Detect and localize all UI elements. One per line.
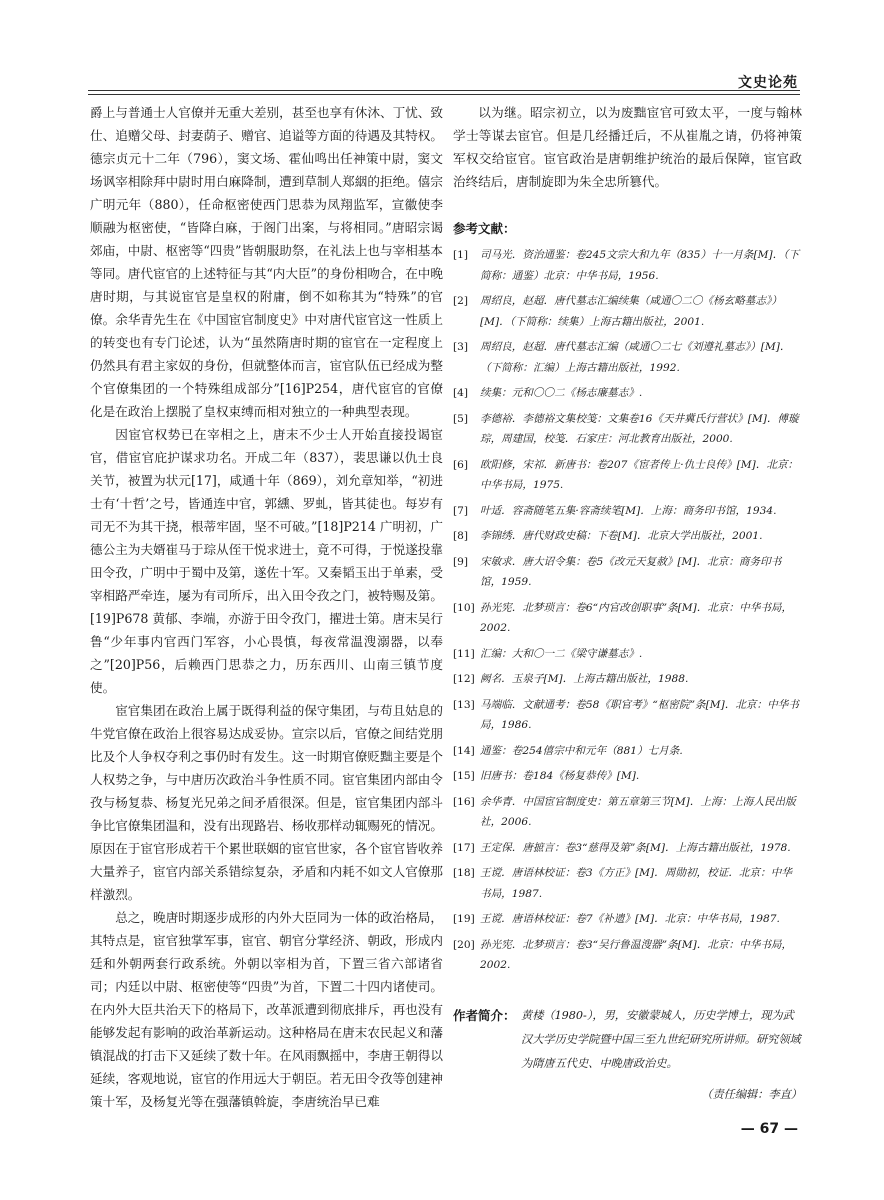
references-title: 参考文献： bbox=[453, 221, 516, 236]
reference-text: 续集：元和〇〇二《杨志廉墓志》. bbox=[480, 387, 643, 399]
reference-number: [19] bbox=[453, 913, 475, 925]
reference-item bbox=[453, 291, 802, 332]
reference-item bbox=[453, 337, 802, 378]
reference-text: 通鉴：卷254僖宗中和元年（881）七月条. bbox=[480, 744, 683, 757]
reference-item bbox=[453, 501, 802, 522]
reference-text: 旧唐书：卷184《杨复恭传》[M]. bbox=[480, 770, 640, 782]
reference-text: 叶适．容斋随笔五集·容斋续笔[M]．上海：商务印书馆，1934. bbox=[480, 504, 777, 517]
reference-item bbox=[453, 598, 802, 639]
reference-number: [5] bbox=[453, 412, 469, 425]
reference-item bbox=[453, 935, 802, 976]
reference-number: [4] bbox=[453, 387, 469, 399]
reference-item bbox=[453, 526, 802, 547]
reference-text: 孙光宪．北梦琐言：卷3“吴行鲁温溲器”条[M]．北京：中华书局，2002. bbox=[480, 938, 793, 971]
reference-item bbox=[453, 909, 802, 930]
reference-item bbox=[453, 669, 802, 690]
reference-number: [16] bbox=[453, 795, 475, 808]
reference-number: [3] bbox=[453, 341, 469, 353]
reference-text: 汇编：大和〇一二《梁守谦墓志》. bbox=[480, 647, 643, 660]
reference-number: [20] bbox=[453, 938, 475, 951]
body-paragraph: 以为继。昭宗初立，以为废黜宦官可致太平，一度与翰林学士等谋去宦官。但是几经播迁后，不从崔胤之请，仍将神策军权交给宦官。宦官政治是唐朝维护统治的最后保障，宦官政治终结后，唐制旋即为朱全忠所篡代。 bbox=[453, 105, 802, 189]
reference-item bbox=[453, 245, 802, 286]
reference-text: 王谠．唐语林校证：卷3《方正》[M]．周勋初，校证．北京：中华书局，1987. bbox=[480, 867, 792, 900]
body-paragraph: 因宦官权势已在宰相之上，唐末不少士人开始直接投谒宦官，借宦官庇护谋求功名。开成二年（837），裴思谦以仇士良关节，被置为状元[17]，咸通十年（869），刘允章知举，“初进士有‘十哲’之号，皆通连中官，郭纁、罗虬，皆其徒也。每岁有司无不为其干挠，根蒂牢固，坚不可破。”[18]P214 广明初，广德公主为夫婿崔马于琮从侄干悦求进士，竟不可得，于悦遂投靠田令孜，广明中于蜀中及第，遂佐十军。又秦韬玉出于单素，受宰相路严牵连，屡为有司所斥，出入田令孜之门，被特赐及第。[19]P678 黄郁、李端，亦游于田令孜门，擢进士第。唐末吴行鲁“少年事内官西门军容，小心畏慎，每夜常温溲溺器，以奉之”[20]P56，后赖西门思恭之力，历东西川、山南三镇节度使。 bbox=[90, 427, 443, 695]
reference-number: [11] bbox=[453, 647, 475, 660]
reference-item bbox=[453, 409, 802, 450]
reference-item bbox=[453, 741, 802, 762]
header-rule bbox=[88, 90, 800, 91]
reference-text: 周绍良，赵超．唐代墓志汇编（咸通〇二七《刘遵礼墓志》）[M]．（下简称：汇编）上海古籍出版社，1992. bbox=[480, 341, 791, 374]
body-paragraph: 总之，晚唐时期逐步成形的内外大臣同为一体的政治格局，其特点是，宦官独掌军事，宦官、朝官分掌经济、朝政，形成内廷和外朝两套行政系统。外朝以宰相为首，下置三省六部诸省司；内廷以中尉、枢密使等“四贵”为首，下置二十四内诸使司。在内外大臣共治天下的格局下，改革派遭到彻底排斥，再也没有能够发起有影响的政治革新运动。这种格局在唐末农民起义和藩镇混战的打击下又延续了数十年。在风雨飘摇中，李唐王朝得以延续，客观地说，宦官的作用远大于朝臣。若无田令孜等创建神策十军，及杨复光等在强藩镇斡旋，李唐统治早已难 bbox=[90, 910, 443, 1109]
reference-text: 欧阳修，宋祁．新唐书：卷207《宦者传上·仇士良传》[M]．北京：中华书局，1975. bbox=[480, 458, 799, 491]
reference-number: [1] bbox=[453, 249, 469, 261]
reference-text: 孙光宪．北梦琐言：卷6“内官改创职事”条[M]．北京：中华书局，2002. bbox=[480, 601, 793, 634]
reference-number: [18] bbox=[453, 867, 475, 879]
reference-item bbox=[453, 792, 802, 833]
reference-number: [13] bbox=[453, 698, 475, 711]
reference-number: [9] bbox=[453, 555, 469, 568]
reference-number: [10] bbox=[453, 601, 475, 614]
reference-item bbox=[453, 383, 802, 404]
reference-text: 王谠．唐语林校证：卷7《补遗》[M]．北京：中华书局，1987. bbox=[480, 913, 780, 925]
reference-text: 司马光．资治通鉴：卷245文宗大和九年（835）十一月条[M]．（下简称：通鉴）北京：中华书局，1956. bbox=[480, 249, 800, 282]
reference-number: [8] bbox=[453, 530, 469, 542]
right-column bbox=[453, 101, 802, 1102]
author-bio-text: 黄楼（1980-），男，安徽蒙城人，历史学博士，现为武汉大学历史学院暨中国三至九世纪研究所讲师。研究领域为隋唐五代史、中晚唐政治史。 bbox=[521, 1008, 801, 1070]
reference-text: 余华青．中国宦官制度史：第五章第三节[M]．上海：上海人民出版社，2006. bbox=[480, 795, 796, 828]
section-title: 文史论苑 bbox=[738, 75, 798, 91]
reference-item bbox=[453, 644, 802, 665]
reference-item bbox=[453, 838, 802, 859]
reference-text: 李德裕．李德裕文集校笺：文集卷16《天井冀氏行营状》[M]．傅璇琮，周建国，校笺．石家庄：河北教育出版社，2000. bbox=[480, 412, 799, 445]
reference-number: [6] bbox=[453, 458, 469, 471]
reference-list bbox=[453, 245, 802, 976]
reference-item bbox=[453, 863, 802, 904]
reference-number: [14] bbox=[453, 744, 475, 757]
page-number: — 67 — bbox=[740, 1121, 798, 1137]
reference-text: 李锦绣．唐代财政史稿：下卷[M]．北京大学出版社，2001. bbox=[480, 530, 763, 542]
reference-number: [15] bbox=[453, 770, 475, 782]
reference-number: [17] bbox=[453, 841, 475, 854]
reference-text: 马端临．文献通考：卷58《职官考》“枢密院”条[M]．北京：中华书局，1986. bbox=[480, 698, 799, 731]
reference-number: [7] bbox=[453, 504, 469, 517]
reference-text: 阙名．玉泉子[M]．上海古籍出版社，1988. bbox=[480, 673, 689, 685]
author-bio bbox=[453, 1004, 802, 1076]
reference-item bbox=[453, 695, 802, 736]
reference-item bbox=[453, 552, 802, 593]
body-paragraph: 宦官集团在政治上属于既得利益的保守集团，与苟且姑息的牛党官僚在政治上很容易达成妥协。宣宗以后，官僚之间结党朋比及个人争权夺利之事仍时有发生。这一时期官僚贬黜主要是个人权势之争，与中唐历次政治斗争性质不同。宦官集团内部由令孜与杨复恭、杨复光兄弟之间矛盾很深。但是，宦官集团内部斗争比官僚集团温和，没有出现路岩、杨收那样动辄赐死的情况。原因在于宦官形成若干个累世联姻的宦官世家，各个宦官皆收养大量养子，宦官内部关系错综复杂，矛盾和内耗不如文人官僚那样激烈。 bbox=[90, 703, 443, 902]
left-column bbox=[90, 101, 443, 1113]
reference-number: [12] bbox=[453, 673, 475, 685]
reference-text: 王定保．唐摭言：卷3“慈得及第”条[M]．上海古籍出版社，1978. bbox=[480, 841, 791, 854]
reference-item bbox=[453, 766, 802, 787]
header-rule-thin bbox=[88, 94, 800, 95]
author-bio-label: 作者简介： bbox=[453, 1007, 516, 1023]
reference-text: 宋敏求．唐大诏令集：卷5《改元天复赦》[M]．北京：商务印书馆，1959. bbox=[480, 555, 782, 588]
reference-text: 周绍良，赵超．唐代墓志汇编续集（咸通〇二〇《杨玄略墓志》）[M]．（下简称：续集）上海古籍出版社，2001. bbox=[480, 295, 782, 328]
editor-note: （责任编辑：李直） bbox=[701, 1087, 802, 1101]
reference-item bbox=[453, 455, 802, 496]
reference-number: [2] bbox=[453, 295, 469, 307]
body-paragraph: 爵上与普通士人官僚并无重大差别，甚至也享有休沐、丁忧、致仕、追赠父母、封妻荫子、赠官、追谥等方面的待遇及其特权。德宗贞元十二年（796），窦文场、霍仙鸣出任神策中尉，窦文场讽宰相除拜中尉时用白麻降制，遭到草制人郑絪的拒绝。僖宗广明元年（880），任命枢密使西门思恭为凤翔监军，宣徽使李顺融为枢密使，“皆降白麻，于阁门出案，与将相同。”唐昭宗谒郊庙，中尉、枢密等“四贵”皆朝服助祭，在礼法上也与宰相基本等同。唐代宦官的上述特征与其“内大臣”的身份相吻合，在中晚唐时期，与其说宦官是皇权的附庸，倒不如称其为“特殊”的官僚。余华青先生在《中国宦官制度史》中对唐代宦官这一性质上的转变也有专门论述，认为“虽然隋唐时期的宦官在一定程度上仍然具有君主家奴的身份，但就整体而言，宦官队伍已经成为整个官僚集团的一个特殊组成部分”[16]P254，唐代宦官的官僚化是在政治上摆脱了皇权束缚而相对独立的一种典型表现。 bbox=[90, 105, 443, 419]
